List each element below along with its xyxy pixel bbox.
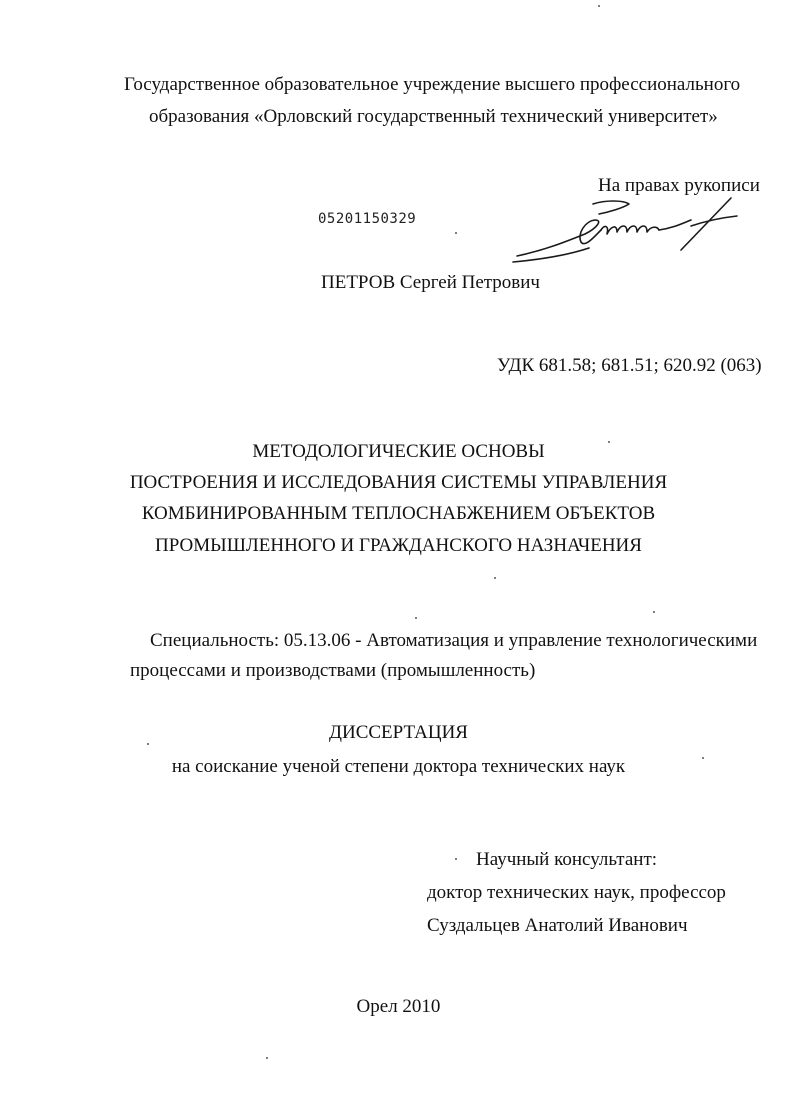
udc-code: УДК 681.58; 681.51; 620.92 (063) [497, 355, 762, 376]
consultant-name: Суздальцев Анатолий Иванович [427, 915, 688, 936]
scan-speck [266, 1057, 268, 1059]
scan-speck [598, 5, 600, 7]
scan-speck [702, 757, 704, 759]
dissertation-subtitle: на соискание ученой степени доктора технических наук [171, 756, 626, 777]
rights-note: На правах рукописи [598, 175, 760, 196]
signature-image [505, 190, 745, 270]
scan-speck [415, 617, 417, 619]
author-name: ПЕТРОВ Сергей Петрович [321, 272, 540, 293]
title-line-4: ПРОМЫШЛЕННОГО И ГРАЖДАНСКОГО НАЗНАЧЕНИЯ [155, 535, 642, 556]
scan-speck [455, 232, 457, 234]
scan-speck [494, 577, 496, 579]
title-line-3: КОМБИНИРОВАННЫМ ТЕПЛОСНАБЖЕНИЕМ ОБЪЕКТОВ [141, 503, 656, 524]
institution-line-1: Государственное образовательное учреждение высшего профессионального [124, 74, 741, 95]
scan-speck [147, 743, 149, 745]
consultant-label: Научный консультант: [476, 849, 658, 870]
specialty-line-1: Специальность: 05.13.06 - Автоматизация и управление технологическими [150, 630, 758, 651]
scan-speck [653, 611, 655, 613]
city-year: Орел 2010 [356, 996, 441, 1017]
title-line-1: МЕТОДОЛОГИЧЕСКИЕ ОСНОВЫ [252, 441, 545, 462]
title-line-2: ПОСТРОЕНИЯ И ИССЛЕДОВАНИЯ СИСТЕМЫ УПРАВЛЕНИЯ [129, 472, 668, 493]
consultant-degree: доктор технических наук, профессор [427, 882, 726, 903]
institution-line-2: образования «Орловский государственный технический университет» [149, 106, 718, 127]
scan-speck [455, 858, 457, 860]
dissertation-heading: ДИССЕРТАЦИЯ [329, 722, 468, 743]
registration-number: 05201150329 [318, 211, 417, 227]
specialty-line-2: процессами и производствами (промышленность) [130, 660, 536, 681]
scan-speck [608, 441, 610, 443]
